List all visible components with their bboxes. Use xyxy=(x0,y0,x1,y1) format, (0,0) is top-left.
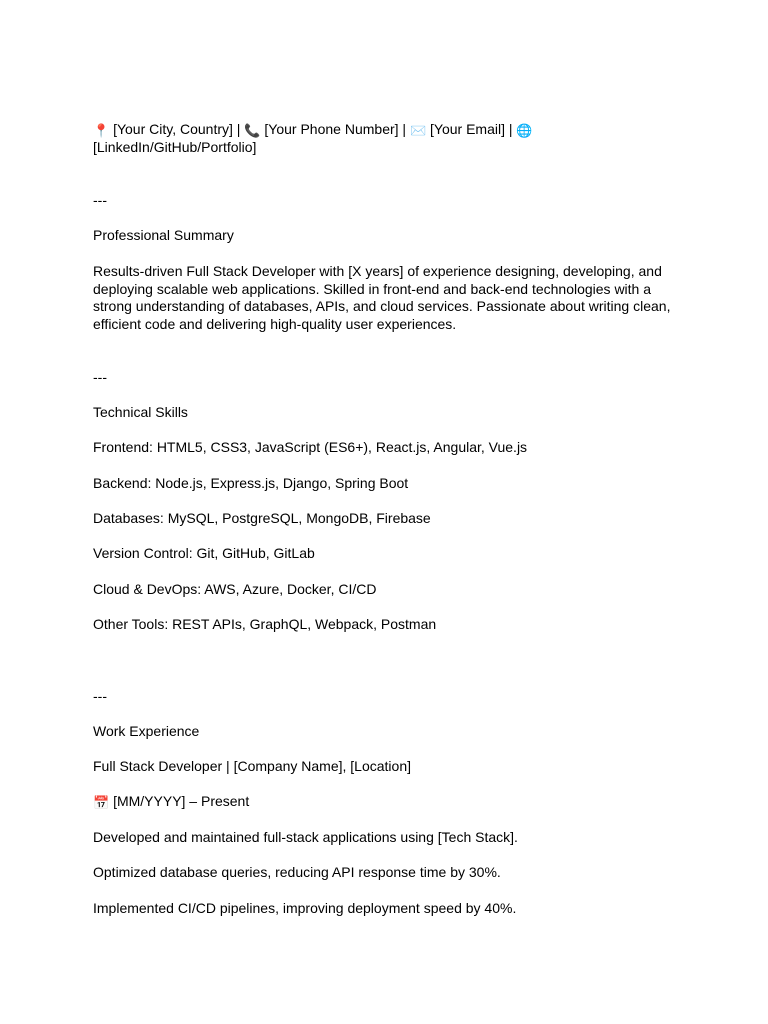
skill-item-cloud-devops: Cloud & DevOps: AWS, Azure, Docker, CI/CD xyxy=(93,581,377,597)
skills-heading: Technical Skills xyxy=(93,404,188,420)
skill-item-frontend: Frontend: HTML5, CSS3, JavaScript (ES6+), React.js, Angular, Vue.js xyxy=(93,439,528,455)
location-pin-icon: 📍 xyxy=(93,124,110,139)
contact-line xyxy=(93,121,683,156)
contact-email: [Your Email] xyxy=(430,121,505,137)
contact-separator: | xyxy=(505,121,517,137)
experience-heading: Work Experience xyxy=(93,723,200,739)
phone-icon: 📞 xyxy=(244,124,261,139)
skill-item-version-control: Version Control: Git, GitHub, GitLab xyxy=(93,545,315,561)
section-divider: --- xyxy=(93,192,107,208)
globe-icon: 🌐 xyxy=(516,124,533,139)
section-divider: --- xyxy=(93,688,107,704)
contact-links: [LinkedIn/GitHub/Portfolio] xyxy=(93,138,257,155)
job-title: Full Stack Developer | [Company Name], [Location] xyxy=(93,758,412,774)
summary-heading: Professional Summary xyxy=(93,227,234,243)
job-bullet: Implemented CI/CD pipelines, improving deployment speed by 40%. xyxy=(93,900,517,916)
calendar-icon: 📅 xyxy=(93,796,110,811)
skill-item-other-tools: Other Tools: REST APIs, GraphQL, Webpack, Postman xyxy=(93,616,437,632)
envelope-icon: ✉️ xyxy=(409,124,427,139)
section-divider: --- xyxy=(93,369,107,385)
contact-city: [Your City, Country] xyxy=(113,121,233,137)
skill-item-backend: Backend: Node.js, Express.js, Django, Spring Boot xyxy=(93,475,409,491)
job-bullet: Optimized database queries, reducing API response time by 30%. xyxy=(93,864,501,880)
contact-phone: [Your Phone Number] xyxy=(264,121,399,137)
job-dates-text: [MM/YYYY] – Present xyxy=(109,793,250,809)
contact-separator: | xyxy=(398,121,410,137)
contact-separator: | xyxy=(232,121,245,137)
summary-text: Results-driven Full Stack Developer with [X years] of experience designing, developing, and deploying scalable web applications. Skilled in front-end and back-end technologies with a strong understanding of databases, APIs, and cloud services. Passionate about writing clean, efficient code and delivering high-quality user experiences. xyxy=(93,263,671,332)
job-bullet: Developed and maintained full-stack applications using [Tech Stack]. xyxy=(93,829,518,845)
skill-item-databases: Databases: MySQL, PostgreSQL, MongoDB, Firebase xyxy=(93,510,431,526)
job-dates xyxy=(93,793,683,811)
